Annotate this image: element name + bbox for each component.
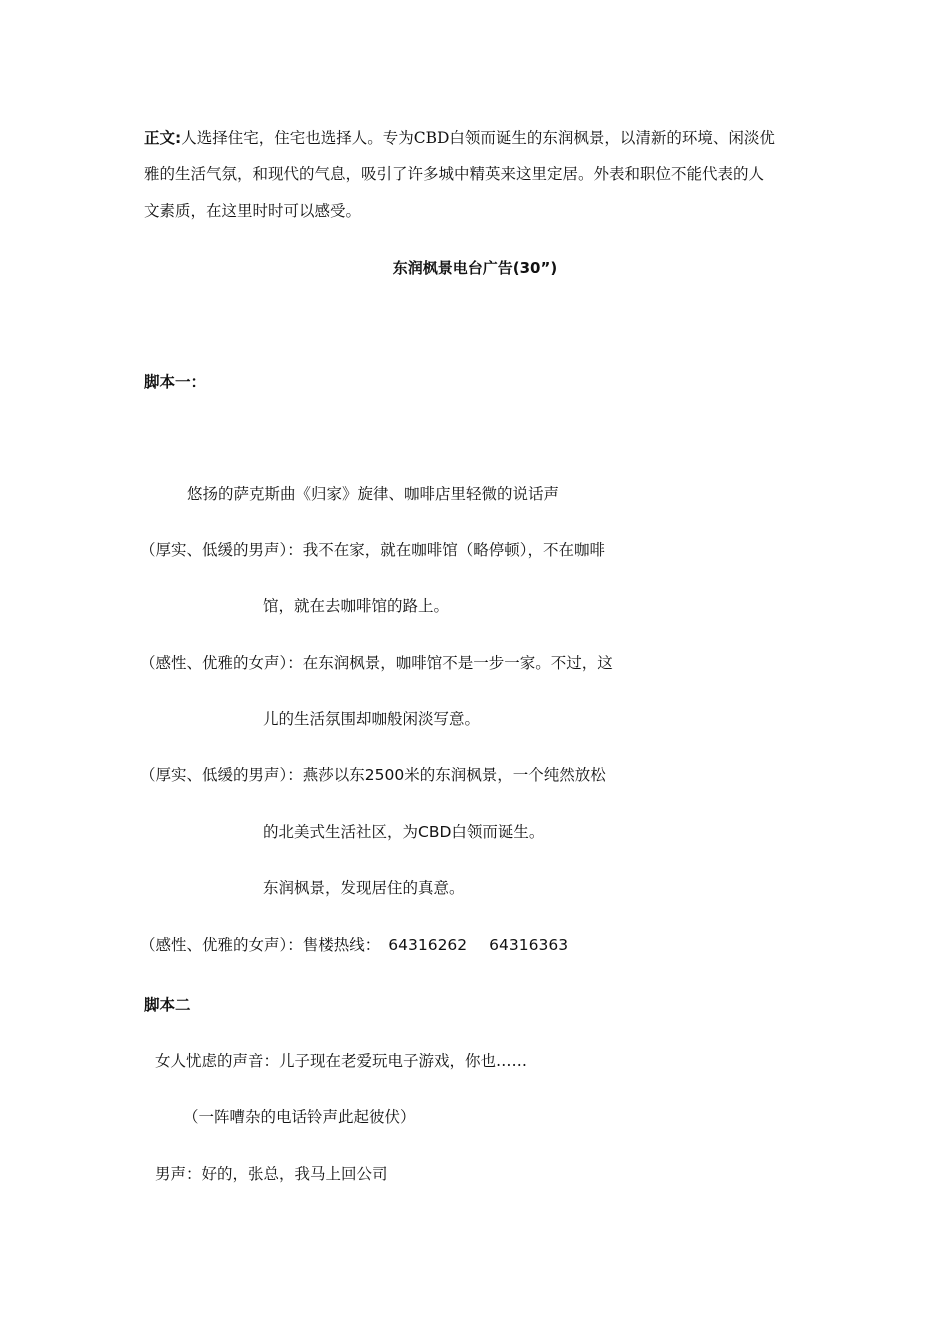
script1-heading: 脚本一：: [144, 373, 207, 391]
intro-line-1: [144, 128, 775, 148]
script1-line-4: 儿的生活氛围却咖般闲淡写意。: [263, 710, 481, 728]
hotline-number-2: 64316363: [489, 936, 569, 954]
script1-music: 悠扬的萨克斯曲《归家》旋律、咖啡店里轻微的说话声: [187, 485, 560, 503]
script1-line-2: 馆，就在去咖啡馆的路上。: [263, 597, 450, 615]
hotline-number-1: 64316262: [388, 936, 468, 954]
script2-heading: 脚本二: [144, 996, 191, 1014]
script1-line-3: （感性、优雅的女声）：在东润枫景，咖啡馆不是一步一家。不过，这: [140, 654, 613, 672]
script1-line-5a: （厚实、低缓的男声）：燕莎以东: [140, 766, 365, 784]
script2-line-1: 女人忧虑的声音：儿子现在老爱玩电子游戏，你也……: [155, 1052, 528, 1070]
script1-cbd: CBD: [418, 823, 452, 841]
intro-line-2: 雅的生活气氛，和现代的气息，吸引了许多城中精英来这里定居。外表和职位不能代表的人: [144, 165, 765, 183]
script1-line-6a: 的北美式生活社区，为: [263, 823, 419, 841]
page-title: 东润枫景电台广告(30”): [392, 259, 558, 277]
script1-distance: 2500: [364, 766, 405, 784]
intro-label: 正文:: [144, 129, 182, 147]
script1-line-6: [263, 822, 544, 842]
script2-line-3: 男声：好的，张总，我马上回公司: [155, 1165, 388, 1183]
script1-line-6b: 白领而诞生。: [451, 823, 545, 841]
intro-line-3: 文素质，在这里时时可以感受。: [144, 202, 362, 220]
script1-line-1: （厚实、低缓的男声）：我不在家，就在咖啡馆（略停顿），不在咖啡: [140, 541, 606, 559]
script1-line-8: [140, 935, 568, 955]
script2-line-2: （一阵嘈杂的电话铃声此起彼伏）: [183, 1108, 416, 1126]
script1-line-5b: 米的东润枫景，一个纯然放松: [404, 766, 606, 784]
script1-line-5: [140, 765, 606, 785]
script1-line-8-label: （感性、优雅的女声）：售楼热线：: [140, 936, 381, 954]
intro-text-1: 人选择住宅，住宅也选择人。专为CBD白领而诞生的东润枫景，以清新的环境、闲淡优: [181, 129, 775, 147]
script1-line-7: 东润枫景，发现居住的真意。: [263, 879, 465, 897]
